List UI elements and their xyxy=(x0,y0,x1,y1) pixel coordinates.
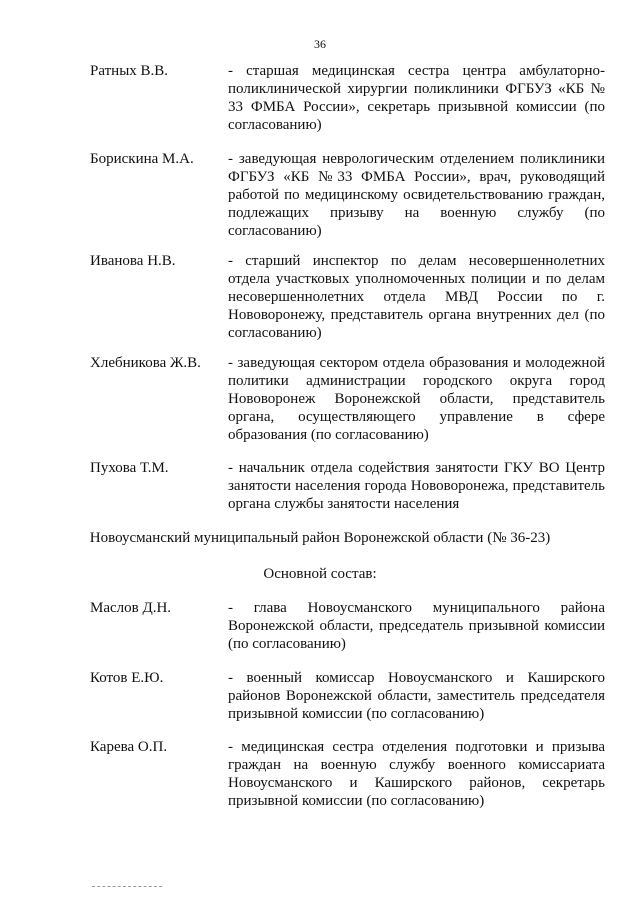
member-name: Хлебникова Ж.В. xyxy=(90,355,201,371)
section-subtitle: Основной состав: xyxy=(263,566,377,582)
member-name: Карева О.П. xyxy=(90,739,168,755)
member-description: - военный комиссар Новоусманского и Каширского районов Воронежской области, заместитель председателя призывной комиссии (по согласованию) xyxy=(228,670,605,722)
member-description: - заведующая сектором отдела образования и молодежной политики администрации городского округа город Нововоронеж Воронежской области, представитель органа, осуществляющего управление в сфере образования (по согласованию) xyxy=(228,355,605,443)
member-description: - заведующая неврологическим отделением поликлиники ФГБУЗ «КБ №33 ФМБА России», врач, руководящий работой по медицинскому освидетельствованию граждан, подлежащих призыву на военную службу (по согласованию) xyxy=(228,151,605,239)
member-name: Иванова Н.В. xyxy=(90,253,176,269)
member-name: Борискина М.А. xyxy=(90,151,194,167)
member-description: - медицинская сестра отделения подготовки и призыва граждан на военную службу военного комиссариата Новоусманского и Каширского районов, секретарь призывной комиссии (по согласованию) xyxy=(228,739,605,809)
page-number: 36 xyxy=(314,37,326,51)
member-description: - начальник отдела содействия занятости ГКУ ВО Центр занятости населения города Нововоронежа, представитель органа службы занятости населения xyxy=(228,460,605,512)
member-name: Котов Е.Ю. xyxy=(90,670,164,686)
page-edge-mark xyxy=(92,886,162,887)
member-name: Маслов Д.Н. xyxy=(90,600,172,616)
member-description: - старший инспектор по делам несовершеннолетних отдела участковых уполномоченных полиции и по делам несовершеннолетних отдела МВД России по г. Нововоронежу, представитель органа внутренних дел (по согласованию) xyxy=(228,253,605,341)
member-description: - старшая медицинская сестра центра амбулаторно-поликлинической хирургии поликлиники ФГБУЗ «КБ № 33 ФМБА России», секретарь призывной комиссии (по согласованию) xyxy=(228,63,605,133)
member-description: - глава Новоусманского муниципального района Воронежской области, председатель призывной комиссии (по согласованию) xyxy=(228,600,605,652)
member-name: Пухова Т.М. xyxy=(90,460,169,476)
section-title: Новоусманский муниципальный район Воронежской области (№ 36-23) xyxy=(89,530,551,546)
member-name: Ратных В.В. xyxy=(90,63,169,79)
